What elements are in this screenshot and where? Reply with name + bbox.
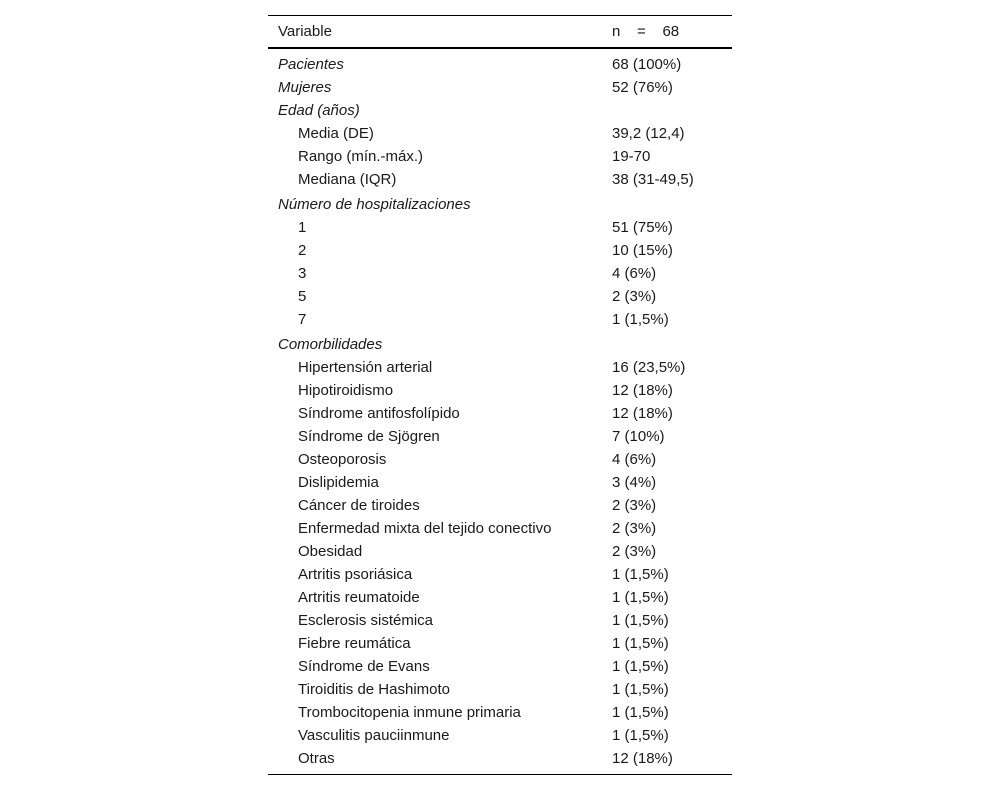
row-label: Artritis psoriásica: [298, 566, 413, 583]
row-value: 38 (31-49,5): [612, 171, 694, 188]
row-label: Obesidad: [298, 543, 363, 560]
row-label: Hipotiroidismo: [298, 382, 394, 399]
row-label: Cáncer de tiroides: [298, 497, 420, 514]
table-row: [268, 76, 732, 99]
table-row: [268, 747, 732, 770]
row-value: 3 (4%): [612, 474, 657, 491]
section-heading: Edad (años): [278, 102, 360, 119]
table-row: [268, 471, 732, 494]
table-row: [268, 425, 732, 448]
row-value: 2 (3%): [612, 520, 657, 537]
row-label: 1: [298, 219, 307, 236]
row-value: 1 (1,5%): [612, 681, 669, 698]
table-row: [268, 586, 732, 609]
table-row: [268, 609, 732, 632]
row-value: 52 (76%): [612, 79, 673, 96]
table-row: [268, 122, 732, 145]
table-row: [268, 724, 732, 747]
row-value: 19-70: [612, 148, 651, 165]
header-n: n = 68: [612, 23, 680, 40]
table-row: [268, 216, 732, 239]
row-value: 1 (1,5%): [612, 612, 669, 629]
row-label: 7: [298, 311, 307, 328]
row-label: Artritis reumatoide: [298, 589, 420, 606]
table-row: [268, 701, 732, 724]
table-row: [268, 53, 732, 76]
table-row: [268, 655, 732, 678]
table-row: [268, 517, 732, 540]
row-label: Media (DE): [298, 125, 374, 142]
demographics-table: [268, 15, 732, 775]
table-row: [268, 379, 732, 402]
row-value: 1 (1,5%): [612, 566, 669, 583]
row-label: Fiebre reumática: [298, 635, 411, 652]
row-value: 51 (75%): [612, 219, 673, 236]
row-label: Pacientes: [278, 56, 344, 73]
row-label: Enfermedad mixta del tejido conectivo: [298, 520, 552, 537]
table-row: [268, 262, 732, 285]
row-value: 12 (18%): [612, 382, 673, 399]
row-value: 1 (1,5%): [612, 658, 669, 675]
row-value: 2 (3%): [612, 543, 657, 560]
header-variable: Variable: [278, 23, 332, 40]
row-value: 4 (6%): [612, 265, 657, 282]
table-header-row: [268, 16, 732, 47]
table-bottom-rule: [268, 774, 732, 775]
row-label: Mediana (IQR): [298, 171, 397, 188]
table-row: [268, 494, 732, 517]
row-value: 1 (1,5%): [612, 727, 669, 744]
row-label: 2: [298, 242, 307, 259]
row-label: Otras: [298, 750, 335, 767]
section-heading-row: [268, 333, 732, 356]
section-heading: Número de hospitalizaciones: [278, 196, 471, 213]
table-row: [268, 632, 732, 655]
row-value: 2 (3%): [612, 497, 657, 514]
row-value: 68 (100%): [612, 56, 682, 73]
row-label: Síndrome de Sjögren: [298, 428, 440, 445]
table-row: [268, 402, 732, 425]
row-label: Rango (mín.-máx.): [298, 148, 424, 165]
row-label: Trombocitopenia inmune primaria: [298, 704, 521, 721]
table-row: [268, 145, 732, 168]
row-value: 12 (18%): [612, 405, 673, 422]
row-label: 3: [298, 265, 307, 282]
table-row: [268, 448, 732, 471]
row-value: 1 (1,5%): [612, 311, 669, 328]
table-row: [268, 239, 732, 262]
table-row: [268, 540, 732, 563]
table-body: [268, 49, 732, 774]
table-row: [268, 678, 732, 701]
section-heading-row: [268, 193, 732, 216]
row-label: Mujeres: [278, 79, 332, 96]
table-row: [268, 168, 732, 191]
row-label: Vasculitis pauciinmune: [298, 727, 450, 744]
row-label: Dislipidemia: [298, 474, 379, 491]
row-value: 4 (6%): [612, 451, 657, 468]
section-heading-row: [268, 99, 732, 122]
table-row: [268, 563, 732, 586]
row-value: 1 (1,5%): [612, 704, 669, 721]
row-value: 1 (1,5%): [612, 635, 669, 652]
row-value: 12 (18%): [612, 750, 673, 767]
row-label: 5: [298, 288, 307, 305]
row-label: Tiroiditis de Hashimoto: [298, 681, 450, 698]
row-value: 39,2 (12,4): [612, 125, 685, 142]
row-label: Síndrome de Evans: [298, 658, 430, 675]
table-row: [268, 308, 732, 331]
table-row: [268, 285, 732, 308]
table-row: [268, 356, 732, 379]
section-heading: Comorbilidades: [278, 336, 383, 353]
row-label: Esclerosis sistémica: [298, 612, 434, 629]
row-label: Hipertensión arterial: [298, 359, 433, 376]
row-label: Síndrome antifosfolípido: [298, 405, 460, 422]
row-label: Osteoporosis: [298, 451, 387, 468]
row-value: 1 (1,5%): [612, 589, 669, 606]
row-value: 10 (15%): [612, 242, 673, 259]
row-value: 16 (23,5%): [612, 359, 686, 376]
row-value: 7 (10%): [612, 428, 665, 445]
row-value: 2 (3%): [612, 288, 657, 305]
